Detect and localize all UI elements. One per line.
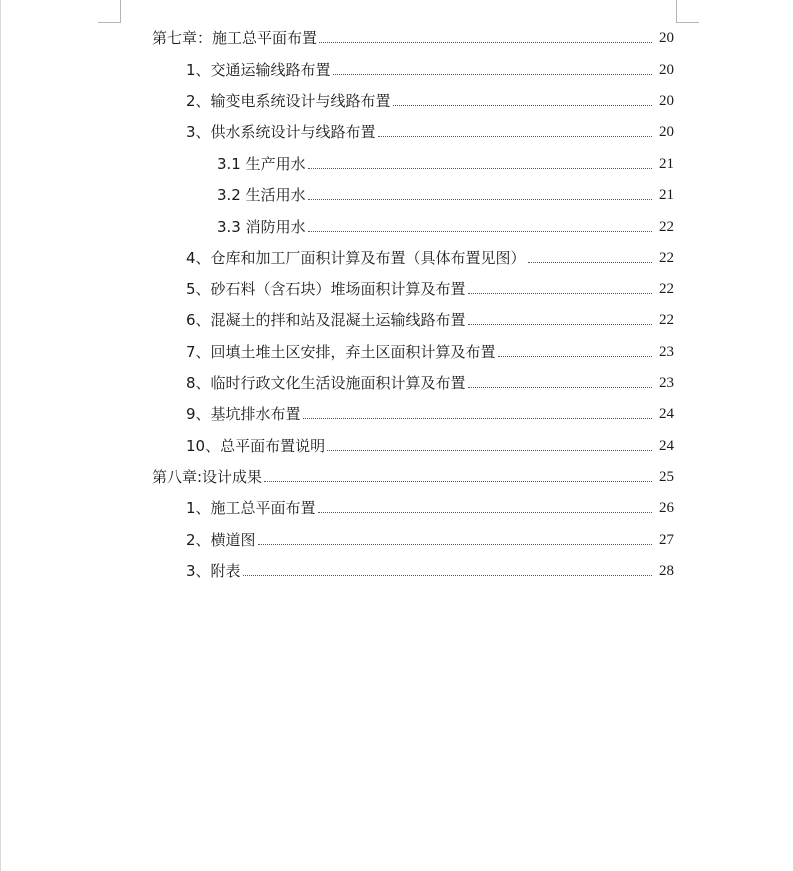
toc-entry[interactable]: [186, 58, 674, 80]
toc-entry-label: 5、砂石料（含石块）堆场面积计算及布置: [186, 280, 466, 298]
toc-dot-leader: [303, 418, 652, 419]
toc-dot-leader: [308, 231, 652, 232]
toc-dot-leader: [393, 105, 652, 106]
toc-entry-label: 8、临时行政文化生活设施面积计算及布置: [186, 374, 466, 392]
toc-dot-leader: [318, 512, 652, 513]
toc-entry-label: 7、回填土堆土区安排，弃土区面积计算及布置: [186, 343, 496, 361]
toc-dot-leader: [378, 136, 652, 137]
toc-entry[interactable]: [186, 340, 674, 362]
toc-entry-label: 第七章：施工总平面布置: [152, 29, 318, 47]
toc-subentry[interactable]: [217, 215, 674, 237]
toc-entry[interactable]: [186, 120, 674, 142]
toc-entry[interactable]: [186, 559, 674, 581]
toc-page-number: 22: [659, 281, 674, 297]
crop-mark-top-right: [676, 0, 699, 23]
toc-entry-label: 1、施工总平面布置: [186, 499, 316, 517]
toc-page-number: 22: [659, 250, 674, 266]
toc-entry-label: 9、基坑排水布置: [186, 405, 301, 423]
toc-entry-label: 4、仓库和加工厂面积计算及布置（具体布置见图）: [186, 249, 526, 267]
toc-dot-leader: [528, 262, 652, 263]
toc-entry-label: 第八章:设计成果: [152, 468, 263, 486]
toc-dot-leader: [264, 481, 652, 482]
toc-page-number: 20: [659, 62, 674, 78]
toc-page-number: 28: [659, 563, 674, 579]
toc-page-number: 24: [659, 438, 674, 454]
toc-entry[interactable]: [186, 434, 674, 456]
toc-dot-leader: [468, 293, 652, 294]
toc-entry-label: 3、附表: [186, 562, 241, 580]
toc-page-number: 22: [659, 219, 674, 235]
toc-page-number: 24: [659, 406, 674, 422]
crop-mark-top-left: [98, 0, 121, 23]
toc-page-number: 22: [659, 312, 674, 328]
toc-entry[interactable]: [186, 496, 674, 518]
toc-dot-leader: [468, 387, 652, 388]
toc-dot-leader: [327, 450, 652, 451]
toc-entry[interactable]: [186, 89, 674, 111]
toc-entry-label: 3.2 生活用水: [217, 186, 306, 204]
toc-entry[interactable]: [186, 246, 674, 268]
toc-page-number: 25: [659, 469, 674, 485]
toc-dot-leader: [468, 324, 652, 325]
toc-entry-label: 10、总平面布置说明: [186, 437, 326, 455]
toc-entry[interactable]: [186, 402, 674, 424]
toc-dot-leader: [498, 356, 652, 357]
toc-dot-leader: [308, 168, 652, 169]
toc-page-number: 20: [659, 124, 674, 140]
toc-page-number: 20: [659, 30, 674, 46]
toc-entry-label: 3.3 消防用水: [217, 218, 306, 236]
toc-page-number: 23: [659, 375, 674, 391]
toc-entry-label: 3、供水系统设计与线路布置: [186, 123, 376, 141]
page-edge-left: [0, 0, 1, 871]
toc-subentry[interactable]: [217, 152, 674, 174]
toc-entry-label: 2、横道图: [186, 531, 256, 549]
toc-chapter-7[interactable]: [152, 26, 674, 48]
toc-page-number: 26: [659, 500, 674, 516]
toc-page-number: 27: [659, 532, 674, 548]
toc-entry-label: 2、输变电系统设计与线路布置: [186, 92, 391, 110]
toc-page-number: 21: [659, 187, 674, 203]
toc-entry-label: 6、混凝土的拌和站及混凝土运输线路布置: [186, 311, 466, 329]
toc-dot-leader: [243, 575, 652, 576]
toc-chapter-8[interactable]: [152, 465, 674, 487]
toc-dot-leader: [333, 74, 652, 75]
toc-page-number: 21: [659, 156, 674, 172]
toc-entry-label: 3.1 生产用水: [217, 155, 306, 173]
toc-dot-leader: [308, 199, 652, 200]
toc-entry[interactable]: [186, 277, 674, 299]
toc-entry[interactable]: [186, 371, 674, 393]
toc-subentry[interactable]: [217, 183, 674, 205]
toc-entry-label: 1、交通运输线路布置: [186, 61, 331, 79]
toc-entry[interactable]: [186, 528, 674, 550]
toc-page-number: 20: [659, 93, 674, 109]
toc-dot-leader: [258, 544, 652, 545]
toc-page-number: 23: [659, 344, 674, 360]
toc-dot-leader: [319, 42, 652, 43]
toc-entry[interactable]: [186, 308, 674, 330]
